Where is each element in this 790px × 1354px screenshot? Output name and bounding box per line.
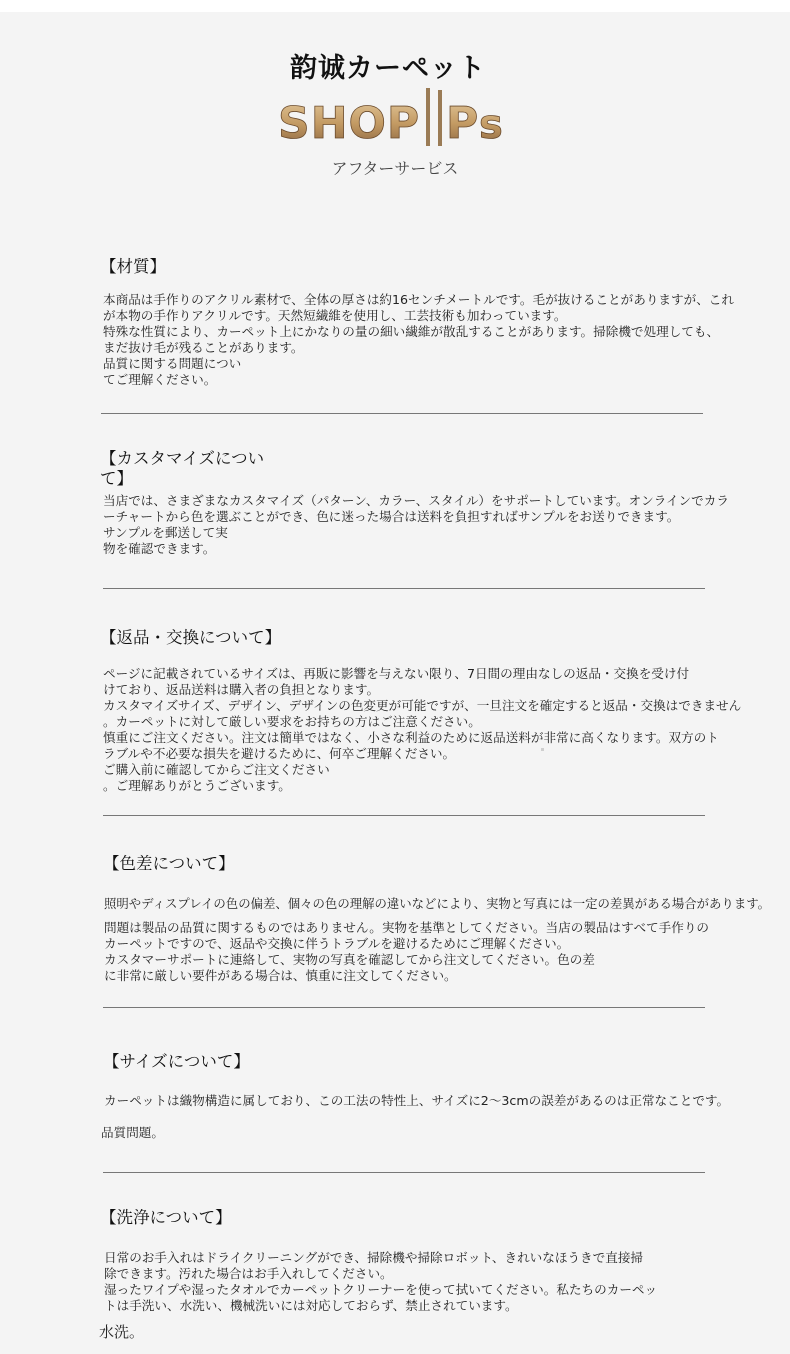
body-line: 当店では、さまざまなカスタマイズ（パターン、カラー、スタイル）をサポートしています。オンラインでカラ [103, 493, 729, 508]
section-body-returns [103, 666, 741, 794]
divider [103, 1172, 705, 1173]
section-line-size-quality: 品質問題。 [101, 1125, 164, 1140]
section-line-size: カーペットは織物構造に属しており、この工法の特性上、サイズに2〜3cmの誤差があるのは正常なことです。 [104, 1093, 730, 1108]
body-line: サンプルを郵送して実 [103, 525, 228, 540]
divider [103, 1007, 705, 1008]
body-line: トは手洗い、水洗い、機械洗いには対応しておらず、禁止されています。 [104, 1298, 518, 1313]
body-line: カスタマーサポートに連絡して、実物の写真を確認してから注文してください。色の差 [104, 952, 595, 967]
subtitle: アフターサービス [331, 159, 459, 178]
svg-text:SHOP: SHOP [278, 98, 421, 149]
body-line: てご理解ください。 [103, 372, 217, 387]
body-line: ラブルや不必要な損失を避けるために、何卒ご理解ください。 [103, 746, 456, 761]
body-line: が本物の手作りアクリルです。天然短繊維を使用し、工芸技術も加わっています。 [103, 308, 567, 323]
speck [541, 748, 544, 751]
section-title-cleaning: 【洗浄について】 [100, 1208, 232, 1227]
body-line: に非常に厳しい要件がある場合は、慎重に注文してください。 [104, 968, 457, 983]
body-line: ページに記載されているサイズは、再販に影響を与えない限り、7日間の理由なしの返品・交換を受け付 [103, 666, 690, 681]
section-tail-cleaning: 水洗。 [99, 1323, 145, 1341]
divider [101, 413, 703, 414]
body-line: 湿ったワイプや湿ったタオルでカーペットクリーナーを使って拭いてください。私たちのカーペッ [104, 1282, 658, 1297]
top-strip [0, 0, 790, 12]
divider [103, 815, 705, 816]
section-body-customize [103, 493, 729, 557]
title-line: て】 [100, 469, 133, 488]
body-line: 品質に関する問題につい [103, 356, 242, 371]
body-line: 日常のお手入れはドライクリーニングができ、掃除機や掃除ロボット、きれいなほうきで直接掃 [104, 1250, 644, 1265]
section-body-material [103, 292, 734, 388]
body-line: 特殊な性質により、カーペット上にかなりの量の細い繊維が散乱することがあります。掃除機で処理しても、 [103, 324, 720, 339]
body-line: 本商品は手作りのアクリル素材で、全体の厚さは約16センチメートルです。毛が抜けることがありますが、これ [103, 292, 734, 307]
svg-text:s: s [479, 102, 503, 148]
section-body-cleaning [104, 1250, 657, 1314]
divider [103, 588, 705, 589]
body-line: まだ抜け毛が残ることがあります。 [103, 340, 304, 355]
body-line: けており、返品送料は購入者の負担となります。 [103, 682, 380, 697]
body-line: ーチャートから色を選ぶことができ、色に迷った場合は送料を負担すればサンプルをお送りできます。 [103, 509, 680, 524]
body-line: カスタマイズサイズ、デザイン、デザインの色変更が可能ですが、一旦注文を確定すると返品・交換はできません [103, 698, 742, 713]
section-title-customize [100, 449, 264, 489]
shop-title: 韵诚カーペット [290, 53, 486, 84]
section-title-returns: 【返品・交換について】 [100, 628, 282, 647]
shop-tips-logo [278, 84, 518, 150]
section-title-size: 【サイズについて】 [103, 1052, 250, 1071]
section-body-color [104, 920, 709, 984]
body-line: 物を確認できます。 [103, 541, 216, 556]
section-line-color-long: 照明やディスプレイの色の偏差、個々の色の理解の違いなどにより、実物と写真には一定の差異がある場合があります。 [104, 896, 770, 911]
body-line: カーペットですので、返品や交換に伴うトラブルを避けるためにご理解ください。 [104, 936, 570, 951]
body-line: 問題は製品の品質に関するものではありません。実物を基準としてください。当店の製品はすべて手作りの [104, 920, 710, 935]
body-line: 。カーペットに対して厳しい要求をお持ちの方はご注意ください。 [103, 714, 481, 729]
body-line: 慎重にご注文ください。注文は簡単ではなく、小さな利益のために返品送料が非常に高くなります。双方のト [103, 730, 719, 745]
title-line: 【カスタマイズについ [100, 449, 265, 468]
body-line: 除できます。汚れた場合はお手入れしてください。 [104, 1266, 393, 1281]
body-line: 。ご理解ありがとうございます。 [103, 778, 291, 793]
section-title-color: 【色差について】 [103, 854, 235, 873]
body-line: ご購入前に確認してからご注文ください [103, 762, 330, 777]
section-title-material: 【材質】 [100, 257, 166, 276]
svg-text:P: P [446, 98, 479, 149]
